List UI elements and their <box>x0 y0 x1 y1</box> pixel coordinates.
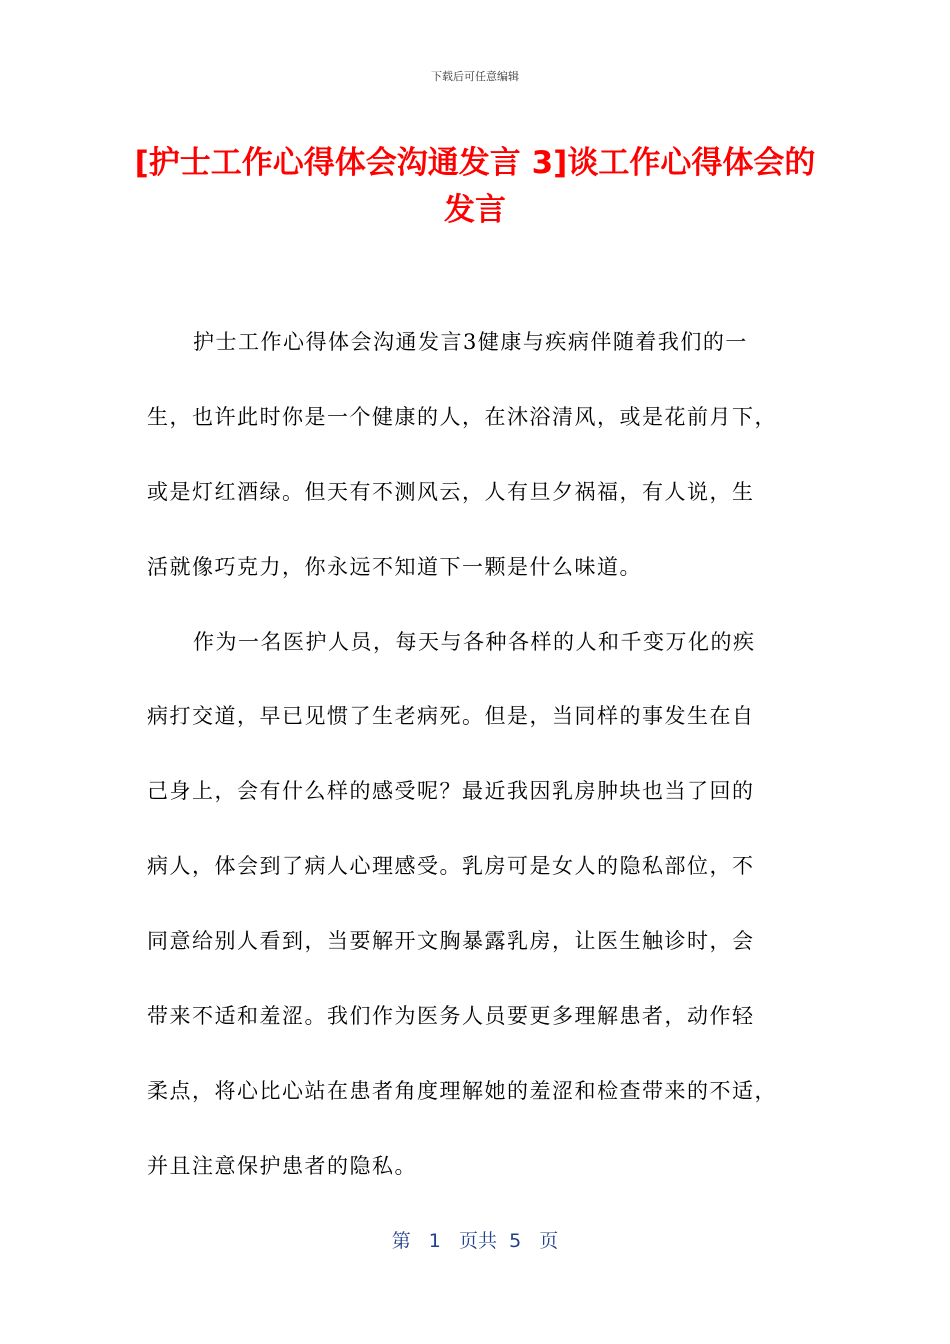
paragraph-2-line-6: 带来不适和羞涩。我们作为医务人员要更多理解患者，动作轻 <box>147 1004 755 1029</box>
paragraph-2-line-2: 病打交道，早已见惯了生老病死。但是，当同样的事发生在自 <box>147 704 755 729</box>
paragraph-2-line-3: 己身上，会有什么样的感受呢？最近我因乳房肿块也当了回的 <box>147 779 755 804</box>
paragraph-1-line-3: 或是灯红酒绿。但天有不测风云，人有旦夕祸福，有人说，生 <box>147 479 755 504</box>
paragraph-2-line-5: 同意给别人看到，当要解开文胸暴露乳房，让医生触诊时，会 <box>147 929 755 954</box>
paragraph-2-line-4: 病人，体会到了病人心理感受。乳房可是女人的隐私部位，不 <box>147 854 755 879</box>
document-body <box>147 320 807 1219</box>
paragraph-2-line-1: 作为一名医护人员，每天与各种各样的人和千变万化的疾 <box>193 629 756 654</box>
paragraph-1-line-2: 生，也许此时你是一个健康的人，在沐浴清风，或是花前月下， <box>147 404 777 429</box>
paragraph-1-line-4: 活就像巧克力，你永远不知道下一颗是什么味道。 <box>147 554 642 579</box>
document-title: [护士工作心得体会沟通发言 3]谈工作心得体会的发言 <box>134 145 816 228</box>
paragraph-1-line-1: 护士工作心得体会沟通发言3健康与疾病伴随着我们的一 <box>193 330 748 354</box>
paragraph-2-line-7: 柔点，将心比心站在患者角度理解她的羞涩和检查带来的不适， <box>147 1078 777 1103</box>
page-number-footer: 第 1 页共 5 页 <box>391 1230 559 1252</box>
paragraph-2-line-8: 并且注意保护患者的隐私。 <box>147 1153 417 1178</box>
header-note: 下载后可任意编辑 <box>431 70 519 83</box>
